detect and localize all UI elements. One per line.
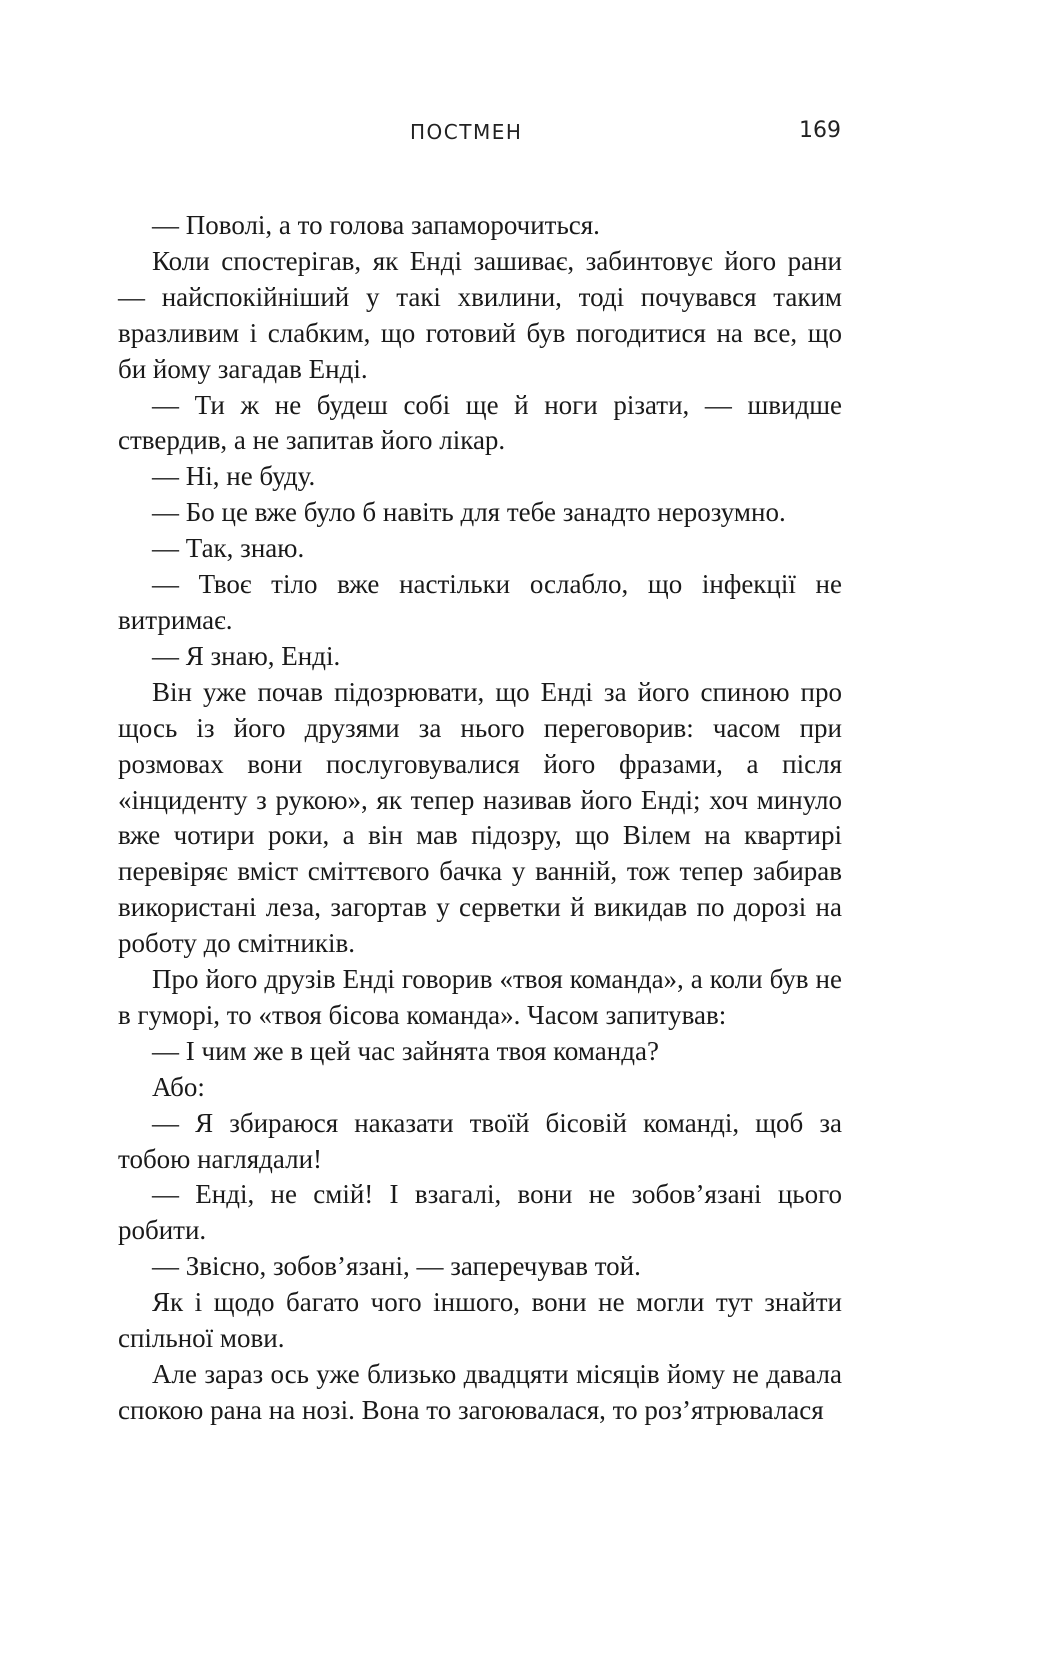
paragraph: Про його друзів Енді говорив «твоя команда», а коли був не в гуморі, то «твоя бісова команда». Часом запитував:: [118, 964, 842, 1030]
paragraph: Коли спостерігав, як Енді зашиває, забинтовує його рани — найспокійніший у такі хвилини, тоді почувався таким вразливим і слабким, що готовий був погодитися на все, що би йому загадав Енді.: [118, 245, 842, 384]
paragraph: — Поволі, а то голова запаморочиться.: [152, 210, 600, 240]
paragraph: — Енді, не смій! І взагалі, вони не зобов’язані цього робити.: [118, 1179, 842, 1246]
paragraph: — І чим же в цей час зайнята твоя команда?: [152, 1035, 659, 1066]
paragraph: Але зараз ось уже близько двадцяти місяців йому не давала спокою рана на нозі. Вона то загоювалася, то роз’ятрювалася: [118, 1359, 842, 1425]
paragraph: Він уже почав підозрювати, що Енді за його спиною про щось із його друзями за нього переговорив: часом при розмовах вони послуговувалися його фразами, а після «інциденту з рукою», як тепер називав його Енді; хоч минуло вже чотири роки, а він мав підозру, що Вілем на квартирі перевіряє вміст сміттєвого бачка у ванній, тож тепер забирав використані леза, загортав у серветки й викидав по дорозі на роботу до смітників.: [118, 676, 842, 959]
paragraph: Як і щодо багато чого іншого, вони не могли тут знайти спільної мови.: [118, 1287, 842, 1354]
paragraph: — Ні, не буду.: [152, 461, 316, 492]
running-head-title: ПОСТМЕН: [410, 120, 523, 144]
paragraph: — Твоє тіло вже настільки ослабло, що інфекції не витримає.: [118, 569, 842, 635]
paragraph: Або:: [152, 1071, 205, 1102]
paragraph: — Звісно, зобов’язані, — заперечував той.: [152, 1251, 641, 1282]
paragraph: — Так, знаю.: [152, 533, 305, 564]
body-text: [118, 208, 842, 1429]
paragraph: — Ти ж не будеш собі ще й ноги різати, — швидше ствердив, а не запитав його лікар.: [118, 389, 842, 456]
paragraph: — Я знаю, Енді.: [152, 640, 341, 671]
paragraph: — Бо це вже було б навіть для тебе занадто нерозумно.: [152, 497, 786, 528]
paragraph: — Я збираюся наказати твоїй бісовій команді, щоб за тобою наглядали!: [118, 1107, 842, 1174]
page-number: 169: [799, 118, 841, 143]
